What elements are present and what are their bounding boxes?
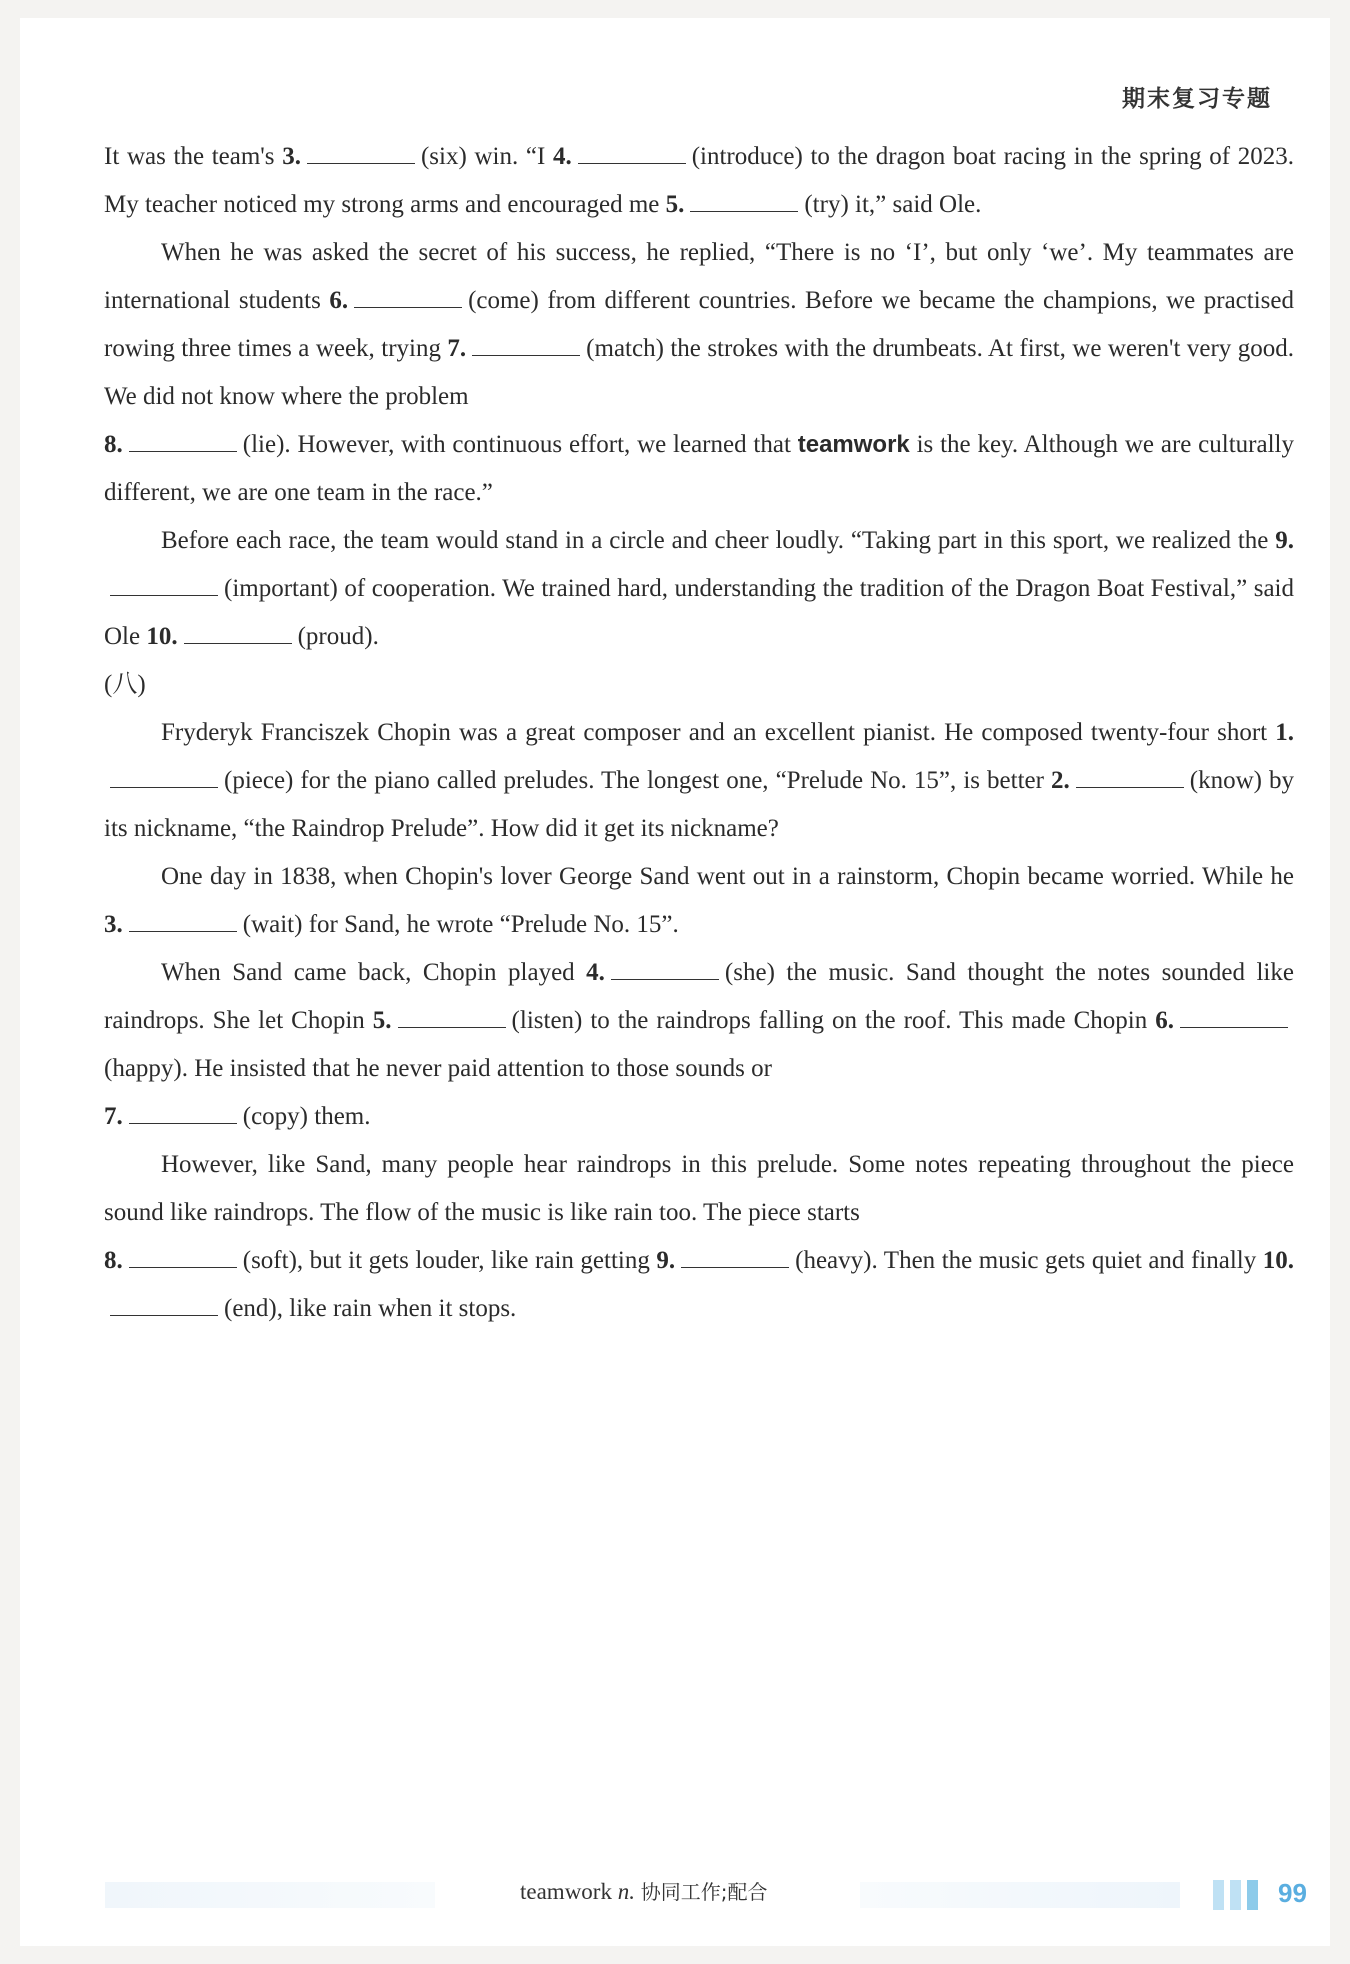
text: (copy) them. — [242, 1103, 371, 1130]
exercise-content — [104, 133, 1294, 1333]
text: (piece) for the piano called preludes. The longest one, “Prelude No. 15”, is better — [224, 767, 1051, 794]
answer-blank-3[interactable] — [307, 143, 415, 164]
question-number: 3. — [282, 143, 301, 170]
page — [20, 18, 1330, 1946]
text: (listen) to the raindrops falling on the roof. This made Chopin — [511, 1007, 1156, 1034]
text: When he was asked the secret of his success, he replied, “There is no ‘I’, but only ‘we’. My teammates are international students — [104, 239, 1294, 314]
text: is the key. Although we are culturally different, we are one team in the race.” — [104, 431, 1294, 506]
answer-blank-8[interactable] — [129, 431, 237, 452]
page-marker-icon — [1213, 1880, 1264, 1915]
answer-blank-10[interactable] — [184, 623, 292, 644]
answer-blank-8[interactable] — [129, 1247, 237, 1268]
vocab-word: teamwork — [520, 1879, 612, 1904]
answer-blank-10[interactable] — [110, 1295, 218, 1316]
answer-blank-7[interactable] — [472, 335, 580, 356]
text: Before each race, the team would stand in a circle and cheer loudly. “Taking part in this sport, we realized the — [161, 527, 1276, 554]
question-number: 7. — [447, 335, 467, 362]
section-title: (八) — [104, 671, 146, 698]
section-header: 期末复习专题 — [1122, 86, 1272, 112]
text: One day in 1838, when Chopin's lover George Sand went out in a rainstorm, Chopin became worried. While he — [161, 863, 1294, 890]
passage-8-paragraph-4 — [104, 1141, 1294, 1333]
answer-blank-3[interactable] — [129, 911, 237, 932]
passage-7-paragraph-3 — [104, 517, 1294, 661]
answer-blank-2[interactable] — [1076, 767, 1184, 788]
passage-8-paragraph-1 — [104, 709, 1294, 853]
text: (wait) for Sand, he wrote “Prelude No. 15”. — [242, 911, 679, 938]
text: (six) win. “I — [420, 143, 553, 170]
passage-7-paragraph-2 — [104, 229, 1294, 517]
keyword-teamwork: teamwork — [797, 431, 910, 458]
text: (heavy). Then the music gets quiet and finally — [795, 1247, 1263, 1274]
text: When Sand came back, Chopin played — [161, 959, 587, 986]
answer-blank-4[interactable] — [578, 143, 686, 164]
question-number: 3. — [104, 911, 123, 938]
question-number: 2. — [1051, 767, 1070, 794]
text: (important) of cooperation. We trained hard, understanding the tradition of the Dragon Boat Festival,” said Ole — [104, 575, 1294, 650]
passage-8-paragraph-3 — [104, 949, 1294, 1141]
page-number: 99 — [1278, 1878, 1307, 1908]
question-number: 8. — [104, 431, 123, 458]
vocab-meaning: 协同工作;配合 — [640, 1880, 768, 1904]
text: (try) it,” said Ole. — [804, 191, 982, 218]
vocabulary-note — [520, 1876, 767, 1905]
text: (she) the music. Sand thought the notes sounded like raindrops. She let Chopin — [104, 959, 1294, 1034]
question-number: 8. — [104, 1247, 123, 1274]
text: (end), like rain when it stops. — [224, 1295, 517, 1322]
answer-blank-9[interactable] — [681, 1247, 789, 1268]
text: (come) from different countries. Before we became the champions, we practised rowing three times a week, trying — [104, 287, 1294, 362]
text: However, like Sand, many people hear raindrops in this prelude. Some notes repeating throughout the piece sound like raindrops. The flow of the music is like rain too. The piece starts — [104, 1151, 1294, 1226]
passage-8-paragraph-2 — [104, 853, 1294, 949]
question-number: 9. — [1275, 527, 1294, 554]
question-number: 7. — [104, 1103, 123, 1130]
question-number: 6. — [1155, 1007, 1174, 1034]
vocab-pos: n. — [617, 1879, 635, 1904]
question-number: 6. — [329, 287, 349, 314]
answer-blank-6[interactable] — [354, 287, 462, 308]
text: (lie). However, with continuous effort, we learned that — [242, 431, 798, 458]
answer-blank-4[interactable] — [611, 959, 719, 980]
text: (know) by its nickname, “the Raindrop Prelude”. How did it get its nickname? — [104, 767, 1294, 842]
question-number: 5. — [372, 1007, 392, 1034]
answer-blank-9[interactable] — [110, 575, 218, 596]
text: (happy). He insisted that he never paid attention to those sounds or — [104, 1055, 772, 1082]
question-number: 10. — [1262, 1247, 1294, 1274]
question-number: 1. — [1275, 719, 1294, 746]
question-number: 10. — [146, 623, 178, 650]
answer-blank-6[interactable] — [1180, 1007, 1288, 1028]
question-number: 4. — [586, 959, 605, 986]
text: (proud). — [297, 623, 379, 650]
answer-blank-5[interactable] — [690, 191, 798, 212]
answer-blank-5[interactable] — [398, 1007, 506, 1028]
text: It was the team's — [104, 143, 283, 170]
answer-blank-7[interactable] — [129, 1103, 237, 1124]
text: (match) the strokes with the drumbeats. At first, we weren't very good. We did not know where the problem — [104, 335, 1294, 410]
question-number: 5. — [665, 191, 685, 218]
text: Fryderyk Franciszek Chopin was a great composer and an excellent pianist. He composed twenty-four short — [161, 719, 1276, 746]
text: (soft), but it gets louder, like rain getting — [242, 1247, 657, 1274]
passage-7-paragraph-1 — [104, 133, 1294, 229]
footer-decoration — [105, 1882, 435, 1908]
answer-blank-1[interactable] — [110, 767, 218, 788]
question-number: 4. — [552, 143, 572, 170]
page-footer — [20, 1876, 1330, 1916]
text: (introduce) to the dragon boat racing in the spring of 2023. My teacher noticed my strong arms and encouraged me — [104, 143, 1294, 218]
footer-decoration — [860, 1882, 1180, 1908]
question-number: 9. — [656, 1247, 676, 1274]
